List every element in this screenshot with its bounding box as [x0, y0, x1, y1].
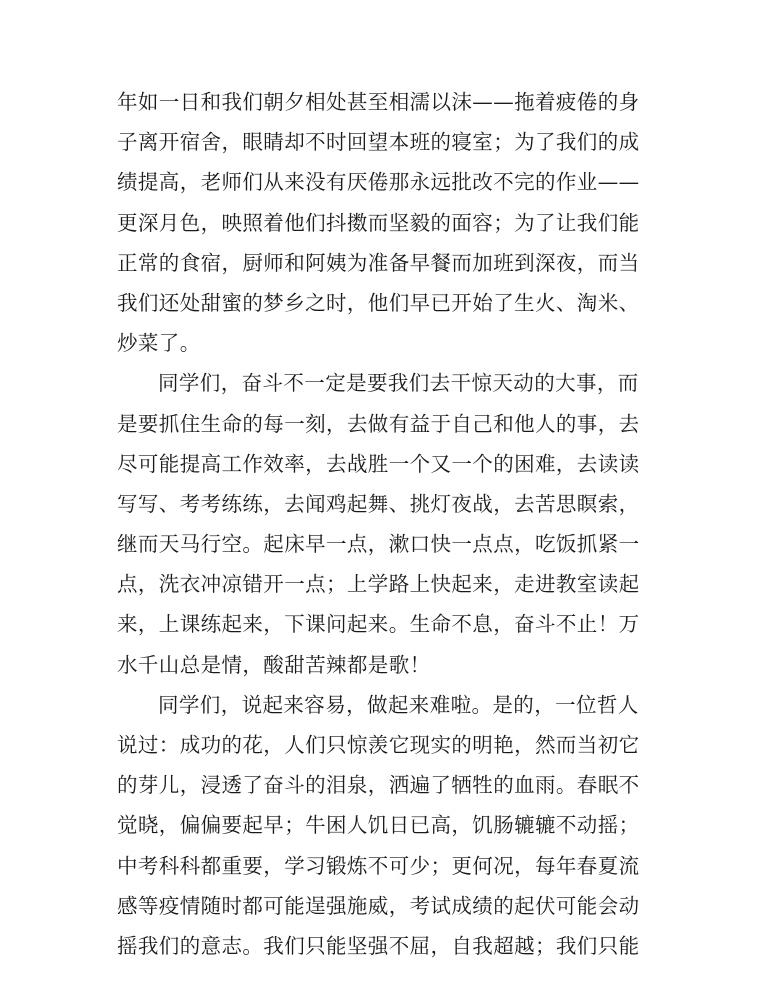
- text-line: 尽可能提高工作效率，去战胜一个又一个的困难，去读读: [117, 451, 640, 476]
- text-line: 绩提高，老师们从来没有厌倦那永远批改不完的作业——: [117, 170, 640, 195]
- text-line: 正常的食宿，厨师和阿姨为准备早餐而加班到深夜，而当: [117, 250, 640, 275]
- text-line: 炒菜了。: [117, 331, 201, 356]
- text-line: 中考科科都重要，学习锻炼不可少；更何况，每年春夏流: [117, 853, 640, 878]
- text-line: 的芽儿，浸透了奋斗的泪泉，洒遍了牺牲的血雨。春眠不: [117, 773, 640, 798]
- text-line: 我们还处甜蜜的梦乡之时，他们早已开始了生火、淘米、: [117, 290, 640, 315]
- text-line: 点，洗衣冲凉错开一点；上学路上快起来，走进教室读起: [117, 572, 640, 597]
- text-line: 同学们，奋斗不一定是要我们去干惊天动的大事，而: [158, 371, 639, 396]
- text-line: 说过：成功的花，人们只惊羡它现实的明艳，然而当初它: [117, 733, 640, 757]
- text-line: 子离开宿舍，眼睛却不时回望本班的寝室；为了我们的成: [117, 130, 640, 155]
- text-line: 写写、考考练练，去闻鸡起舞、挑灯夜战，去苦思瞑索，: [117, 491, 640, 516]
- text-line: 水千山总是情，酸甜苦辣都是歌！: [117, 652, 431, 677]
- text-line: 年如一日和我们朝夕相处甚至相濡以沫——拖着疲倦的身: [117, 90, 640, 114]
- text-line: 继而天马行空。起床早一点，漱口快一点点，吃饭抓紧一: [117, 532, 640, 557]
- text-line: 觉晓，偏偏要起早；牛困人饥日已高，饥肠辘辘不动摇；: [117, 813, 640, 838]
- paragraph-2: [117, 363, 640, 685]
- document-body: [117, 82, 640, 966]
- text-line: 感等疫情随时都可能逞强施威，考试成绩的起伏可能会动: [117, 893, 640, 918]
- paragraph-3: [117, 685, 640, 966]
- text-line: 摇我们的意志。我们只能坚强不屈，自我超越；我们只能: [117, 933, 640, 958]
- text-line: 同学们，说起来容易，做起来难啦。是的，一位哲人: [158, 692, 639, 717]
- paragraph-1: [117, 82, 640, 363]
- text-line: 更深月色，映照着他们抖擞而坚毅的面容；为了让我们能: [117, 210, 640, 235]
- text-line: 来，上课练起来，下课问起来。生命不息，奋斗不止！万: [117, 612, 640, 637]
- text-line: 是要抓住生命的每一刻，去做有益于自己和他人的事，去: [117, 411, 640, 436]
